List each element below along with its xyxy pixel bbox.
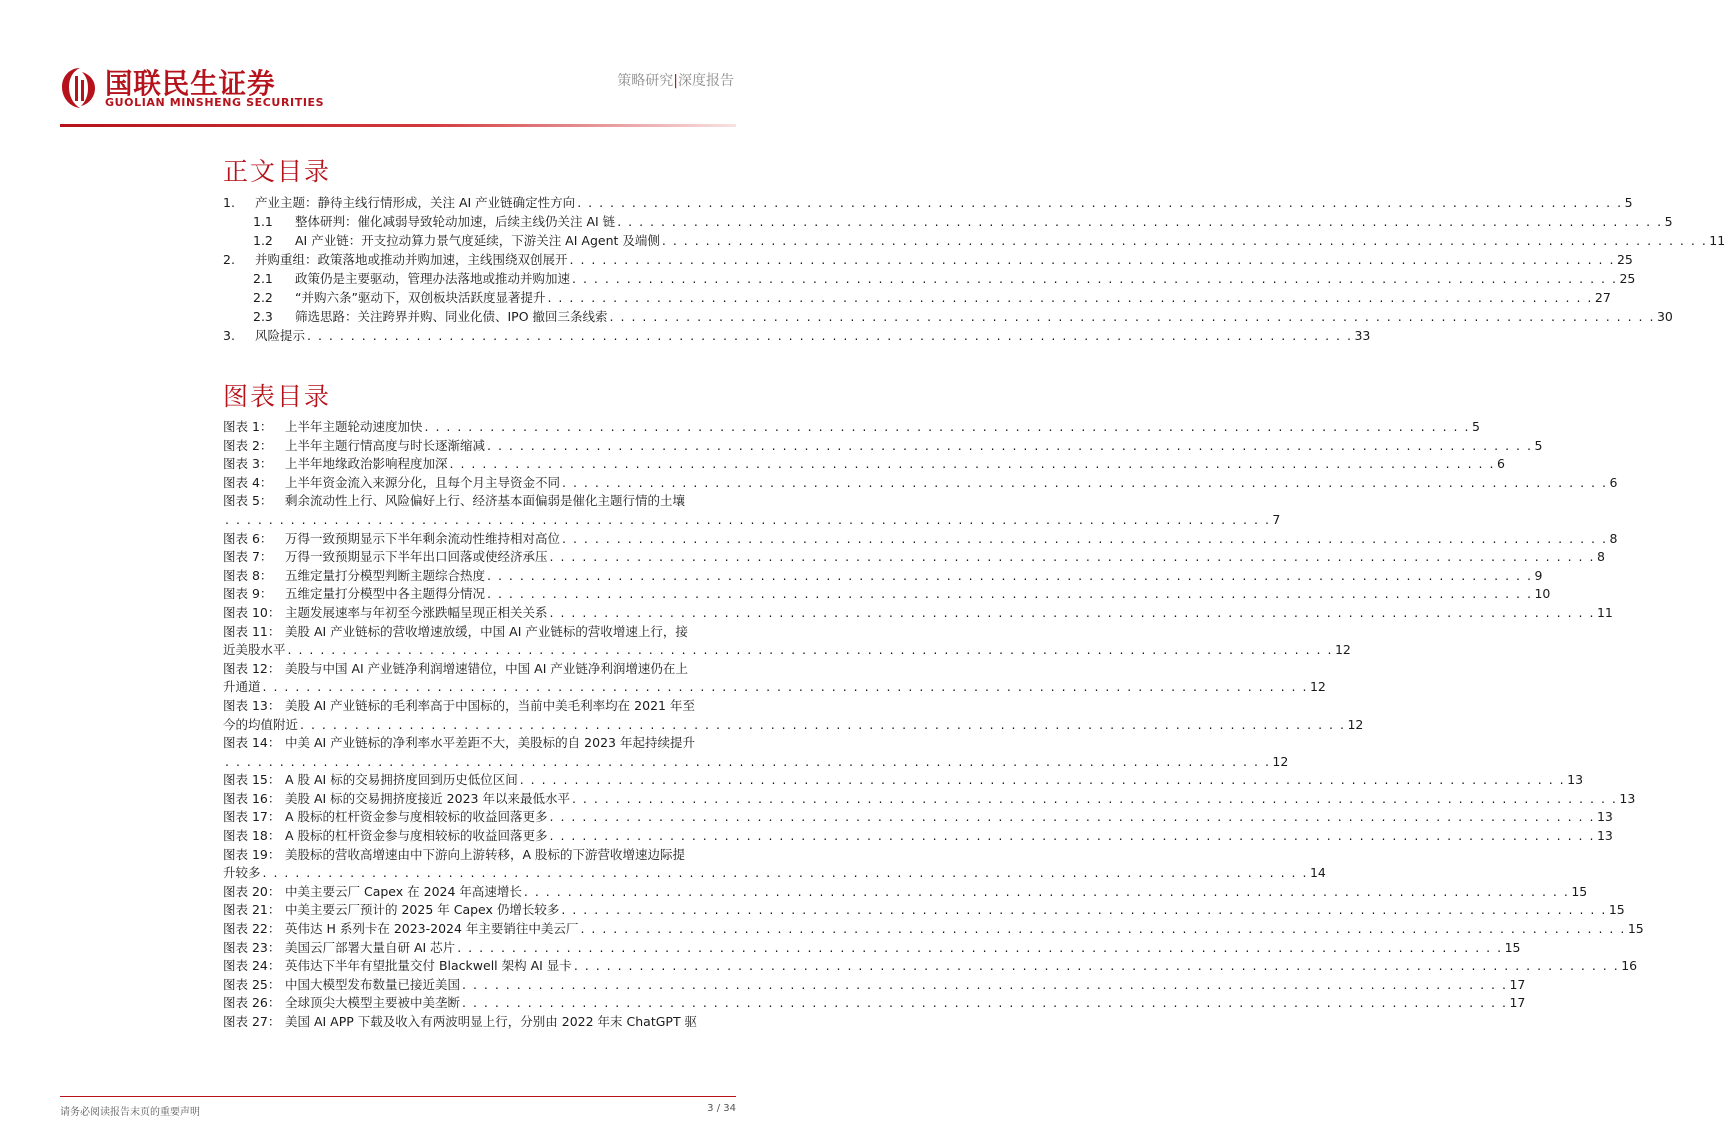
figure-entry-page: 15 [1608, 902, 1625, 918]
figure-entry[interactable] [223, 418, 1480, 437]
figure-entry-title: 主题发展速率与年初至今涨跌幅呈现正相关关系 [285, 604, 548, 620]
figure-entry-label: 图表 10： [223, 604, 281, 620]
figure-entry-page: 15 [1571, 883, 1588, 899]
figure-entry-title: 五维定量打分模型判断主题综合热度 [285, 567, 486, 583]
figure-entry-line [223, 474, 1618, 493]
figure-entry-title: A 股标的杠杆资金参与度相较标的收益回落更多 [285, 809, 548, 825]
figure-entry-title: 美股标的营收高增速由中下游向上游转移，A 股标的下游营收增速边际提 [285, 846, 686, 862]
dot-leader: . . . . . . . . . . . . . . . . . . . . . . . . . . . . . . . . . . . . . . . . . . . . . . . . . . . . . . . . . . . . . . . . . . . . . . . . . . . . . . . . . . . . . . . . . . . . . . . . [462, 995, 1508, 1011]
figure-entry-line [223, 492, 737, 511]
figure-entry-page: 17 [1509, 995, 1526, 1011]
figure-entry-page: 11 [1596, 604, 1613, 620]
toc-entry-page: 5 [1624, 195, 1633, 210]
figure-entry-label: 图表 22： [223, 921, 281, 937]
dot-leader: . . . . . . . . . . . . . . . . . . . . . . . . . . . . . . . . . . . . . . . . . . . . . . . . . . . . . . . . . . . . . . . . . . . . . . . . . . . . . . . . . . . . . . . . . . . . . . . . [487, 567, 1533, 583]
figure-entry-line [223, 455, 1505, 474]
dot-leader: . . . . . . . . . . . . . . . . . . . . . . . . . . . . . . . . . . . . . . . . . . . . . . . . . . . . . . . . . . . . . . . . . . . . . . . . . . . . . . . . . . . . . . . . . . . . . . . . [262, 679, 1308, 695]
toc-entry-page: 11 [1709, 233, 1725, 248]
page-header [0, 0, 794, 130]
figure-entry-line [223, 808, 1613, 827]
figure-entry-title: 中国大模型发布数量已接近美国 [285, 976, 461, 992]
figure-entry-page: 15 [1627, 921, 1644, 937]
figure-entry-line [223, 511, 1281, 530]
report-tag-separator: | [673, 73, 678, 89]
figure-entry[interactable] [223, 827, 1613, 846]
figure-entry-label: 图表 15： [223, 772, 281, 788]
figure-entry-line [223, 548, 1605, 567]
figure-entry[interactable] [223, 976, 1526, 995]
figure-entry[interactable] [223, 697, 1364, 734]
figure-entry[interactable] [223, 846, 1326, 883]
dot-leader: . . . . . . . . . . . . . . . . . . . . . . . . . . . . . . . . . . . . . . . . . . . . . . . . . . . . . . . . . . . . . . . . . . . . . . . . . . . . . . . . . . . . . . . . . . . . . . . . [573, 958, 1620, 974]
figure-entry-line [223, 957, 1638, 976]
dot-leader: . . . . . . . . . . . . . . . . . . . . . . . . . . . . . . . . . . . . . . . . . . . . . . . . . . . . . . . . . . . . . . . . . . . . . . . . . . . . . . . . . . . . . . . . . . . . . . . . [617, 214, 1663, 229]
figure-entry-label: 图表 3： [223, 456, 273, 472]
figure-entry-line [223, 567, 1543, 586]
figure-entry-page: 12 [1309, 679, 1326, 695]
figure-entry-page: 16 [1621, 958, 1638, 974]
figure-entry[interactable] [223, 548, 1605, 567]
toc-entry-number: 3. [223, 328, 235, 343]
figure-entry-page: 12 [1334, 642, 1351, 658]
figure-entry[interactable] [223, 585, 1551, 604]
figure-entry-line [223, 437, 1543, 456]
toc-heading: 正文目录 [223, 157, 332, 186]
figure-entry-page: 7 [1272, 511, 1281, 527]
toc-entry[interactable] [223, 307, 1673, 326]
figure-entry-label: 图表 26： [223, 995, 281, 1011]
dot-leader: . . . . . . . . . . . . . . . . . . . . . . . . . . . . . . . . . . . . . . . . . . . . . . . . . . . . . . . . . . . . . . . . . . . . . . . . . . . . . . . . . . . . . . . . . . . . . . . . [262, 865, 1308, 881]
report-kind: 深度报告 [678, 73, 734, 89]
toc-entry[interactable] [223, 269, 1636, 288]
figure-entry-line [223, 604, 1613, 623]
figure-entry[interactable] [223, 1013, 737, 1032]
figure-entry-label: 图表 18： [223, 828, 281, 844]
figure-entry[interactable] [223, 771, 1584, 790]
figure-entry-page: 12 [1272, 753, 1289, 769]
figure-entry[interactable] [223, 567, 1543, 586]
figure-entry-page: 13 [1596, 809, 1613, 825]
report-type-tag [617, 70, 734, 90]
figure-entry[interactable] [223, 920, 1644, 939]
dot-leader: . . . . . . . . . . . . . . . . . . . . . . . . . . . . . . . . . . . . . . . . . . . . . . . . . . . . . . . . . . . . . . . . . . . . . . . . . . . . . . . . . . . . . . . . . . . . . . . . [562, 530, 1608, 546]
figure-entry-label: 图表 21： [223, 902, 281, 918]
toc-entry-title: 产业主题：静待主线行情形成，关注 AI 产业链确定性方向 [255, 195, 576, 210]
figure-entry-title: 美股 AI 标的交易拥挤度接近 2023 年以来最低水平 [285, 790, 570, 806]
dot-leader: . . . . . . . . . . . . . . . . . . . . . . . . . . . . . . . . . . . . . . . . . . . . . . . . . . . . . . . . . . . . . . . . . . . . . . . . . . . . . . . . . . . . . . . . . . . . . . . . [457, 939, 1503, 955]
figure-entry-line [223, 939, 1521, 958]
figure-entry-page: 9 [1534, 567, 1543, 583]
toc-entry-title: 并购重组：政策落地或推动并购加速，主线围绕双创展开 [255, 252, 568, 267]
figure-entry-line [223, 697, 737, 716]
figure-entry-line [223, 864, 1326, 883]
figure-entry-line [223, 883, 1588, 902]
figure-entry-page: 14 [1309, 865, 1326, 881]
figure-entry-title: 上半年资金流入来源分化，且每个月主导资金不同 [285, 474, 561, 490]
figure-entry-title: 英伟达 H 系列卡在 2023-2024 年主要销往中美云厂 [285, 921, 579, 937]
toc-entry-number: 2.3 [253, 309, 273, 324]
toc-entry-number: 1.2 [253, 233, 273, 248]
figure-entry-page: 12 [1347, 716, 1364, 732]
figure-entry-page: 17 [1509, 976, 1526, 992]
figure-entry-label: 图表 23： [223, 939, 281, 955]
figure-entry-line [223, 641, 1351, 660]
toc-entry-title: 政策仍是主要驱动，管理办法落地或推动并购加速 [295, 271, 571, 286]
figure-entry[interactable] [223, 994, 1526, 1013]
figure-entry-title: 上半年主题轮动速度加快 [285, 419, 423, 434]
header-divider [60, 124, 736, 127]
figure-entry-line [223, 716, 1364, 735]
figure-entry-label: 图表 19： [223, 846, 281, 862]
figures-list [223, 418, 1644, 1032]
figure-entry-page: 5 [1534, 437, 1543, 453]
figure-entry[interactable] [223, 883, 1588, 902]
company-logo-icon [60, 66, 100, 110]
footer-disclaimer: 请务必阅读报告末页的重要声明 [60, 1107, 200, 1118]
dot-leader: . . . . . . . . . . . . . . . . . . . . . . . . . . . . . . . . . . . . . . . . . . . . . . . . . . . . . . . . . . . . . . . . . . . . . . . . . . . . . . . . . . . . . . . . . . . . . . . . [549, 828, 1595, 844]
dot-leader: . . . . . . . . . . . . . . . . . . . . . . . . . . . . . . . . . . . . . . . . . . . . . . . . . . . . . . . . . . . . . . . . . . . . . . . . . . . . . . . . . . . . . . . . . . . . . . . . [549, 549, 1595, 565]
dot-leader: . . . . . . . . . . . . . . . . . . . . . . . . . . . . . . . . . . . . . . . . . . . . . . . . . . . . . . . . . . . . . . . . . . . . . . . . . . . . . . . . . . . . . . . . . . . . . . . . [225, 511, 1271, 527]
dot-leader: . . . . . . . . . . . . . . . . . . . . . . . . . . . . . . . . . . . . . . . . . . . . . . . . . . . . . . . . . . . . . . . . . . . . . . . . . . . . . . . . . . . . . . . . . . . . . . . . [571, 790, 1618, 806]
figure-entry[interactable] [223, 455, 1505, 474]
figure-entry-label: 图表 12： [223, 660, 281, 676]
figure-entry-label: 图表 20： [223, 883, 281, 899]
figure-entry[interactable] [223, 790, 1636, 809]
figure-entry-line [223, 585, 1551, 604]
dot-leader: . . . . . . . . . . . . . . . . . . . . . . . . . . . . . . . . . . . . . . . . . . . . . . . . . . . . . . . . . . . . . . . . . . . . . . . . . . . . . . . . . . . . . . . . . . . . . . . . [569, 252, 1615, 267]
figure-entry-line [223, 753, 1289, 772]
dot-leader: . . . . . . . . . . . . . . . . . . . . . . . . . . . . . . . . . . . . . . . . . . . . . . . . . . . . . . . . . . . . . . . . . . . . . . . . . . . . . . . . . . . . . . . . . . . . . . . . [300, 716, 1346, 732]
figure-entry-label: 图表 6： [223, 530, 273, 546]
figure-entry[interactable] [223, 660, 1326, 697]
figure-entry-label: 图表 1： [223, 419, 273, 434]
toc-entry-page: 25 [1619, 271, 1636, 286]
figure-entry-title: 中美主要云厂预计的 2025 年 Capex 仍增长较多 [285, 902, 560, 918]
figure-entry-line [223, 790, 1636, 809]
dot-leader: . . . . . . . . . . . . . . . . . . . . . . . . . . . . . . . . . . . . . . . . . . . . . . . . . . . . . . . . . . . . . . . . . . . . . . . . . . . . . . . . . . . . . . . . . . . . . . . . [487, 437, 1533, 453]
figure-entry-label: 图表 27： [223, 1014, 281, 1029]
toc-entry[interactable] [223, 326, 1371, 345]
toc-entry-number: 1.1 [253, 214, 273, 229]
figure-entry-title: 美国 AI APP 下载及收入有两波明显上行，分别由 2022 年末 ChatGPT 驱 [285, 1014, 698, 1029]
dot-leader: . . . . . . . . . . . . . . . . . . . . . . . . . . . . . . . . . . . . . . . . . . . . . . . . . . . . . . . . . . . . . . . . . . . . . . . . . . . . . . . . . . . . . . . . . . . . . . . . [462, 976, 1508, 992]
figure-entry-title: 中美 AI 产业链标的净利率水平差距不大，美股标的自 2023 年起持续提升 [285, 735, 695, 751]
figure-entry-line [223, 901, 1625, 920]
figures-heading: 图表目录 [223, 382, 332, 411]
figure-entry-title: 万得一致预期显示下半年出口回落或使经济承压 [285, 549, 548, 565]
toc-entry-page: 30 [1656, 309, 1673, 324]
dot-leader: . . . . . . . . . . . . . . . . . . . . . . . . . . . . . . . . . . . . . . . . . . . . . . . . . . . . . . . . . . . . . . . . . . . . . . . . . . . . . . . . . . . . . . . . . . . . . . . . [661, 233, 1708, 248]
dot-leader: . . . . . . . . . . . . . . . . . . . . . . . . . . . . . . . . . . . . . . . . . . . . . . . . . . . . . . . . . . . . . . . . . . . . . . . . . . . . . . . . . . . . . . . . . . . . . . . . [572, 271, 1618, 286]
figure-entry-label: 图表 25： [223, 976, 281, 992]
dot-leader: . . . . . . . . . . . . . . . . . . . . . . . . . . . . . . . . . . . . . . . . . . . . . . . . . . . . . . . . . . . . . . . . . . . . . . . . . . . . . . . . . . . . . . . . . . . . . . . . [449, 456, 1495, 472]
figure-entry-page: 8 [1609, 530, 1618, 546]
toc-entry-page: 25 [1616, 252, 1633, 267]
figure-entry-line [223, 827, 1613, 846]
figure-entry[interactable] [223, 437, 1543, 456]
figure-entry[interactable] [223, 530, 1618, 549]
figure-entry-title: 美国云厂部署大量自研 AI 芯片 [285, 939, 456, 955]
toc-entry-title: AI 产业链：开支拉动算力景气度延续，下游关注 AI Agent 及端侧 [295, 233, 660, 248]
figure-entry-label: 图表 5： [223, 493, 273, 509]
figure-entry-title: A 股标的杠杆资金参与度相较标的收益回落更多 [285, 828, 548, 844]
figure-entry-label: 图表 17： [223, 809, 281, 825]
toc-entry[interactable] [223, 212, 1673, 231]
figure-entry[interactable] [223, 623, 1351, 660]
figure-entry[interactable] [223, 808, 1613, 827]
report-category: 策略研究 [617, 73, 674, 89]
figure-entry-title-cont: 升通道 [223, 679, 261, 695]
figure-entry-page: 5 [1471, 419, 1480, 434]
figure-entry-page: 10 [1534, 586, 1551, 602]
figure-entry-label: 图表 9： [223, 586, 273, 602]
figure-entry-label: 图表 24： [223, 958, 281, 974]
toc-entry-page: 27 [1594, 290, 1611, 305]
figure-entry-page: 13 [1567, 772, 1584, 788]
toc-entry-number: 2. [223, 252, 235, 267]
figure-entry-line [223, 734, 737, 753]
dot-leader: . . . . . . . . . . . . . . . . . . . . . . . . . . . . . . . . . . . . . . . . . . . . . . . . . . . . . . . . . . . . . . . . . . . . . . . . . . . . . . . . . . . . . . . . . . . . . . . . [487, 586, 1533, 602]
figure-entry-label: 图表 8： [223, 567, 273, 583]
figure-entry-title: 英伟达下半年有望批量交付 Blackwell 架构 AI 显卡 [285, 958, 572, 974]
dot-leader: . . . . . . . . . . . . . . . . . . . . . . . . . . . . . . . . . . . . . . . . . . . . . . . . . . . . . . . . . . . . . . . . . . . . . . . . . . . . . . . . . . . . . . . . . . . . . . . . [519, 772, 1566, 788]
toc-entry-page: 5 [1664, 214, 1673, 229]
dot-leader: . . . . . . . . . . . . . . . . . . . . . . . . . . . . . . . . . . . . . . . . . . . . . . . . . . . . . . . . . . . . . . . . . . . . . . . . . . . . . . . . . . . . . . . . . . . . . . . . [287, 642, 1333, 658]
figure-entry-line [223, 678, 1326, 697]
dot-leader: . . . . . . . . . . . . . . . . . . . . . . . . . . . . . . . . . . . . . . . . . . . . . . . . . . . . . . . . . . . . . . . . . . . . . . . . . . . . . . . . . . . . . . . . . . . . . . . . [561, 902, 1607, 918]
figure-entry-title-cont: 今的均值附近 [223, 716, 299, 732]
company-name-cn: 国联民生证券 [105, 67, 276, 100]
figure-entry[interactable] [223, 939, 1521, 958]
figure-entry[interactable] [223, 901, 1625, 920]
figure-entry-page: 13 [1596, 828, 1613, 844]
dot-leader: . . . . . . . . . . . . . . . . . . . . . . . . . . . . . . . . . . . . . . . . . . . . . . . . . . . . . . . . . . . . . . . . . . . . . . . . . . . . . . . . . . . . . . . . . . . . . . . . [225, 753, 1271, 769]
dot-leader: . . . . . . . . . . . . . . . . . . . . . . . . . . . . . . . . . . . . . . . . . . . . . . . . . . . . . . . . . . . . . . . . . . . . . . . . . . . . . . . . . . . . . . . . . . . . . . . . [549, 809, 1595, 825]
figure-entry-title: 全球顶尖大模型主要被中美垄断 [285, 995, 461, 1011]
dot-leader: . . . . . . . . . . . . . . . . . . . . . . . . . . . . . . . . . . . . . . . . . . . . . . . . . . . . . . . . . . . . . . . . . . . . . . . . . . . . . . . . . . . . . . . . . . . . . . . . [577, 195, 1623, 210]
figure-entry-label: 图表 16： [223, 790, 281, 806]
toc-entry-number: 2.1 [253, 271, 273, 286]
dot-leader: . . . . . . . . . . . . . . . . . . . . . . . . . . . . . . . . . . . . . . . . . . . . . . . . . . . . . . . . . . . . . . . . . . . . . . . . . . . . . . . . . . . . . . . . . . . . . . . . [609, 309, 1655, 324]
page-indicator: 3 / 34 [707, 1103, 736, 1114]
toc-entry[interactable] [223, 250, 1633, 269]
figure-entry-title: 上半年主题行情高度与时长逐渐缩减 [285, 437, 486, 453]
dot-leader: . . . . . . . . . . . . . . . . . . . . . . . . . . . . . . . . . . . . . . . . . . . . . . . . . . . . . . . . . . . . . . . . . . . . . . . . . . . . . . . . . . . . . . . . . . . . . . . . [424, 419, 1470, 434]
figure-entry-line [223, 846, 737, 865]
footer-divider [60, 1096, 736, 1097]
toc-entry-page: 33 [1354, 328, 1371, 343]
figure-entry-title: 美股 AI 产业链标的毛利率高于中国标的，当前中美毛利率均在 2021 年至 [285, 697, 695, 713]
figure-entry-label: 图表 7： [223, 549, 273, 565]
dot-leader: . . . . . . . . . . . . . . . . . . . . . . . . . . . . . . . . . . . . . . . . . . . . . . . . . . . . . . . . . . . . . . . . . . . . . . . . . . . . . . . . . . . . . . . . . . . . . . . . [307, 328, 1353, 343]
toc-entry[interactable] [223, 231, 1725, 250]
figure-entry-line [223, 976, 1526, 995]
figure-entry-title-cont: 近美股水平 [223, 642, 286, 658]
figure-entry-page: 15 [1504, 939, 1521, 955]
toc-entry-title: 整体研判：催化减弱导致轮动加速，后续主线仍关注 AI 链 [295, 214, 616, 229]
figure-entry[interactable] [223, 604, 1613, 623]
figure-entry[interactable] [223, 957, 1638, 976]
toc-list [223, 193, 1725, 345]
company-name-en: GUOLIAN MINSHENG SECURITIES [105, 96, 325, 109]
figure-entry[interactable] [223, 734, 1289, 771]
toc-entry-number: 1. [223, 195, 235, 210]
figure-entry-title: 上半年地缘政治影响程度加深 [285, 456, 448, 472]
figure-entry-title: 美股 AI 产业链标的营收增速放缓，中国 AI 产业链标的营收增速上行，接 [285, 623, 688, 639]
figure-entry-line [223, 530, 1618, 549]
figure-entry-title: 五维定量打分模型中各主题得分情况 [285, 586, 486, 602]
toc-entry-number: 2.2 [253, 290, 273, 305]
figure-entry-page: 8 [1596, 549, 1605, 565]
toc-entry-title: “并购六条”驱动下，双创板块活跃度显著提升 [295, 290, 546, 305]
figure-entry[interactable] [223, 474, 1618, 493]
figure-entry-line [223, 994, 1526, 1013]
figure-entry-label: 图表 4： [223, 474, 273, 490]
toc-entry[interactable] [223, 193, 1633, 212]
figure-entry-title: 剩余流动性上行、风险偏好上行、经济基本面偏弱是催化主题行情的土壤 [285, 493, 686, 509]
figure-entry-line [223, 771, 1584, 790]
figure-entry-page: 6 [1496, 456, 1505, 472]
figure-entry-line [223, 623, 737, 642]
toc-entry-title: 筛选思路：关注跨界并购、同业化债、IPO 撤回三条线索 [295, 309, 608, 324]
figure-entry-label: 图表 2： [223, 437, 273, 453]
figure-entry-page: 13 [1619, 790, 1636, 806]
figure-entry-page: 6 [1609, 474, 1618, 490]
dot-leader: . . . . . . . . . . . . . . . . . . . . . . . . . . . . . . . . . . . . . . . . . . . . . . . . . . . . . . . . . . . . . . . . . . . . . . . . . . . . . . . . . . . . . . . . . . . . . . . . [562, 474, 1608, 490]
figure-entry-title-cont: 升较多 [223, 865, 261, 881]
toc-entry-title: 风险提示 [255, 328, 306, 343]
figure-entry-label: 图表 11： [223, 623, 281, 639]
figure-entry-line [223, 660, 737, 679]
figure-entry-title: 中美主要云厂 Capex 在 2024 年高速增长 [285, 883, 522, 899]
dot-leader: . . . . . . . . . . . . . . . . . . . . . . . . . . . . . . . . . . . . . . . . . . . . . . . . . . . . . . . . . . . . . . . . . . . . . . . . . . . . . . . . . . . . . . . . . . . . . . . . [580, 921, 1626, 937]
toc-entry[interactable] [223, 288, 1611, 307]
figure-entry-title: A 股 AI 标的交易拥挤度回到历史低位区间 [285, 772, 518, 788]
dot-leader: . . . . . . . . . . . . . . . . . . . . . . . . . . . . . . . . . . . . . . . . . . . . . . . . . . . . . . . . . . . . . . . . . . . . . . . . . . . . . . . . . . . . . . . . . . . . . . . . [549, 604, 1595, 620]
figure-entry[interactable] [223, 492, 1281, 529]
dot-leader: . . . . . . . . . . . . . . . . . . . . . . . . . . . . . . . . . . . . . . . . . . . . . . . . . . . . . . . . . . . . . . . . . . . . . . . . . . . . . . . . . . . . . . . . . . . . . . . . [523, 883, 1570, 899]
figure-entry-title: 美股与中国 AI 产业链净利润增速错位，中国 AI 产业链净利润增速仍在上 [285, 660, 688, 676]
dot-leader: . . . . . . . . . . . . . . . . . . . . . . . . . . . . . . . . . . . . . . . . . . . . . . . . . . . . . . . . . . . . . . . . . . . . . . . . . . . . . . . . . . . . . . . . . . . . . . . . [547, 290, 1593, 305]
figure-entry-label: 图表 14： [223, 735, 281, 751]
figure-entry-title: 万得一致预期显示下半年剩余流动性维持相对高位 [285, 530, 561, 546]
figure-entry-line [223, 418, 1480, 437]
figure-entry-label: 图表 13： [223, 697, 281, 713]
figure-entry-line [223, 920, 1644, 939]
figure-entry-line [223, 1013, 737, 1032]
